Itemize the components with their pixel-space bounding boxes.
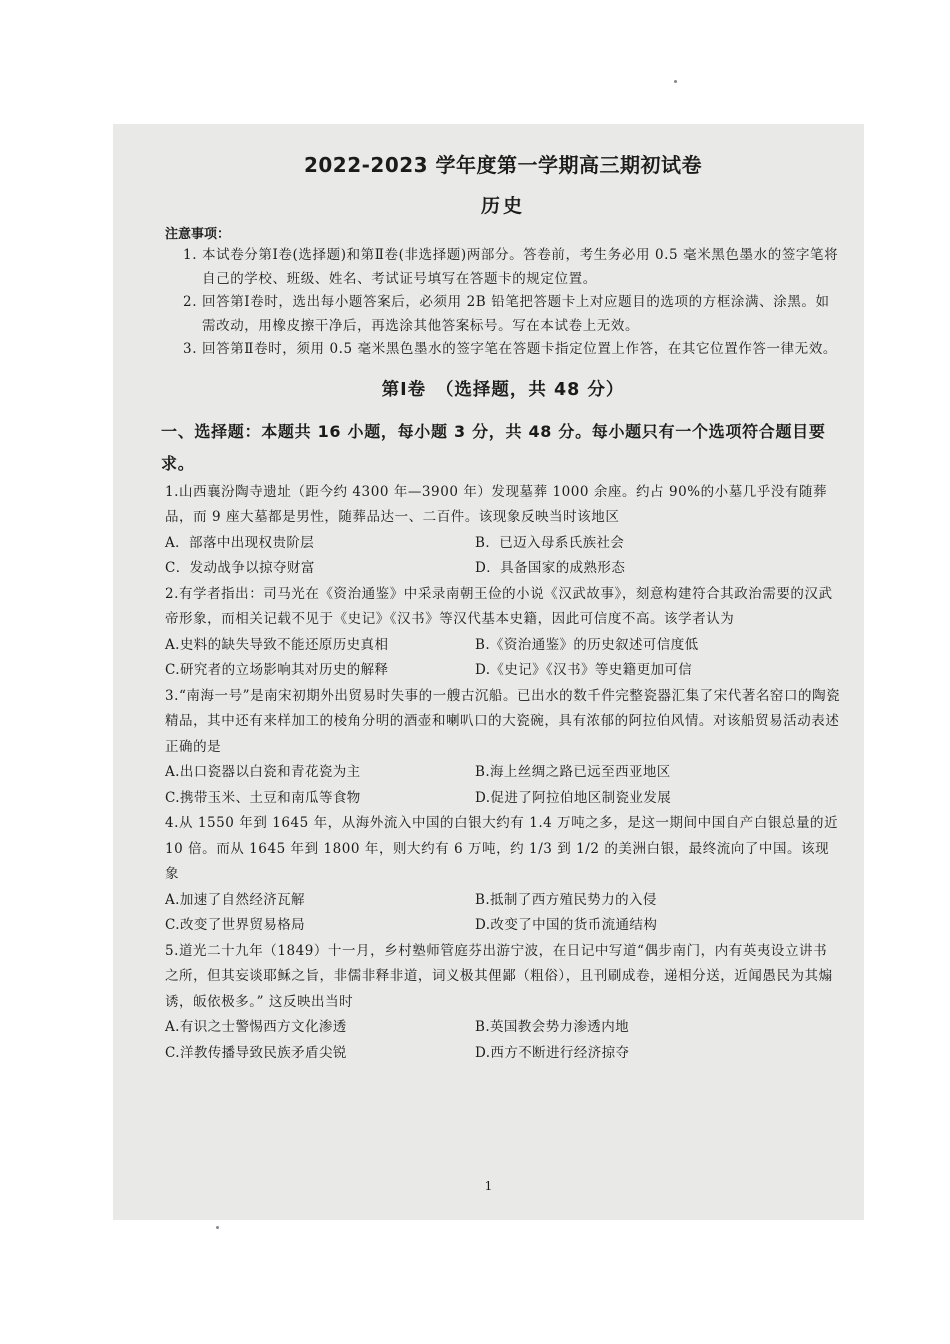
option-c: C．发动战争以掠夺财富 bbox=[165, 560, 315, 576]
notice-item-number: 2. bbox=[183, 294, 198, 310]
subject-title: 历史 bbox=[480, 195, 525, 217]
option-c: C.洋教传播导致民族矛盾尖锐 bbox=[165, 1044, 347, 1061]
option-d: D.促进了阿拉伯地区制瓷业发展 bbox=[475, 789, 672, 806]
option-b: B.海上丝绸之路已远至西亚地区 bbox=[475, 764, 671, 780]
question-block bbox=[165, 582, 841, 684]
question-stem: 4.从 1550 年到 1645 年，从海外流入中国的白银大约有 1.4 万吨之多，是这一期间中国自产白银总量的近 10 倍。而从 1645 年到 1800 年，则大约有 6 万吨，约 1/3 到 1/2 的美洲白银，最终流向了中国。该现象 bbox=[165, 815, 839, 882]
question-block bbox=[165, 939, 841, 1067]
question-stem: 5.道光二十九年（1849）十一月，乡村塾师管庭芬出游宁波，在日记中写道“偶步南门，内有英夷设立讲书之所，但其妄谈耶稣之旨，非儒非释非道，词义极其俚鄙（粗俗），且刊刷成卷，递相分送，近闻愚民为其煽诱，皈依极多。” 这反映出当时 bbox=[165, 942, 833, 1010]
question-options bbox=[165, 760, 841, 811]
exam-page-content bbox=[161, 150, 841, 1066]
option-a: A.加速了自然经济瓦解 bbox=[165, 891, 305, 908]
question-block bbox=[165, 811, 841, 939]
notice-item-number: 3. bbox=[183, 341, 198, 357]
option-c: C.携带玉米、土豆和南瓜等食物 bbox=[165, 789, 361, 806]
option-b: B.《资治通鉴》的历史叙述可信度低 bbox=[475, 636, 699, 653]
question-block bbox=[165, 684, 841, 812]
scan-speck-bottom bbox=[216, 1226, 219, 1229]
notice-item-text: 回答第Ⅰ卷时，选出每小题答案后，必须用 2B 铅笔把答题卡上对应题目的选项的方框涂满、涂黑。如需改动，用橡皮擦干净后，再选涂其他答案标号。写在本试卷上无效。 bbox=[202, 294, 830, 334]
option-d: D．具备国家的成熟形态 bbox=[475, 560, 626, 576]
section-heading: 一、选择题：本题共 16 小题，每小题 3 分，共 48 分。每小题只有一个选项符合题目要求。 bbox=[161, 421, 826, 473]
question-options bbox=[165, 888, 841, 939]
scan-speck-top bbox=[674, 80, 677, 83]
question-stem: 1.山西襄汾陶寺遗址（距今约 4300 年—3900 年）发现墓葬 1000 余座。约占 90%的小墓几乎没有随葬品，而 9 座大墓都是男性，随葬品达一、二百件。该现象反映当时该地区 bbox=[165, 483, 828, 525]
question-options bbox=[165, 531, 841, 582]
option-b: B.抵制了西方殖民势力的入侵 bbox=[475, 891, 657, 908]
option-d: D.改变了中国的货币流通结构 bbox=[475, 917, 658, 933]
option-d: D.西方不断进行经济掠夺 bbox=[475, 1044, 630, 1061]
option-b: B.英国教会势力渗透内地 bbox=[475, 1019, 630, 1035]
option-b: B．已迈入母系氏族社会 bbox=[475, 534, 625, 551]
notice-item-number: 1. bbox=[183, 247, 198, 263]
option-d: D.《史记》《汉书》等史籍更加可信 bbox=[475, 662, 693, 678]
question-options bbox=[165, 1015, 841, 1066]
option-a: A.有识之士警惕西方文化渗透 bbox=[165, 1019, 347, 1035]
question-stem: 3.“南海一号”是南宋初期外出贸易时失事的一艘古沉船。已出水的数千件完整瓷器汇集了宋代著名窑口的陶瓷精品，其中还有来样加工的棱角分明的酒壶和喇叭口的大瓷碗，具有浓郁的阿拉伯风情。对该船贸易活动表述正确的是 bbox=[165, 687, 841, 755]
part-one-heading: 第Ⅰ卷 （选择题，共 48 分） bbox=[381, 379, 625, 400]
option-a: A.史料的缺失导致不能还原历史真相 bbox=[165, 636, 389, 653]
notice-item bbox=[165, 244, 841, 291]
notice-item-text: 本试卷分第Ⅰ卷(选择题)和第Ⅱ卷(非选择题)两部分。答卷前，考生务必用 0.5 毫米黑色墨水的签字笔将自己的学校、班级、姓名、考试证号填写在答题卡的规定位置。 bbox=[202, 247, 839, 287]
option-c: C.研究者的立场影响其对历史的解释 bbox=[165, 662, 389, 678]
option-c: C.改变了世界贸易格局 bbox=[165, 917, 306, 933]
notice-item bbox=[165, 338, 841, 362]
exam-paper-photo bbox=[113, 124, 864, 1220]
option-a: A．部落中出现权贵阶层 bbox=[165, 534, 315, 551]
notice-item bbox=[165, 291, 841, 338]
notice-item-text: 回答第Ⅱ卷时，须用 0.5 毫米黑色墨水的签字笔在答题卡指定位置上作答，在其它位置作答一律无效。 bbox=[202, 341, 838, 357]
page-number: 1 bbox=[484, 1179, 493, 1193]
option-a: A.出口瓷器以白瓷和青花瓷为主 bbox=[165, 764, 361, 780]
exam-title: 2022-2023 学年度第一学期高三期初试卷 bbox=[303, 153, 703, 177]
question-options bbox=[165, 633, 841, 684]
question-stem: 2.有学者指出：司马光在《资治通鉴》中采录南朝王俭的小说《汉武故事》，刻意构建符合其政治需要的汉武帝形象，而相关记载不见于《史记》《汉书》等汉代基本史籍，因此可信度不高。该学者认为 bbox=[165, 585, 833, 627]
notice-heading: 注意事项： bbox=[165, 227, 231, 242]
question-block bbox=[165, 480, 841, 582]
